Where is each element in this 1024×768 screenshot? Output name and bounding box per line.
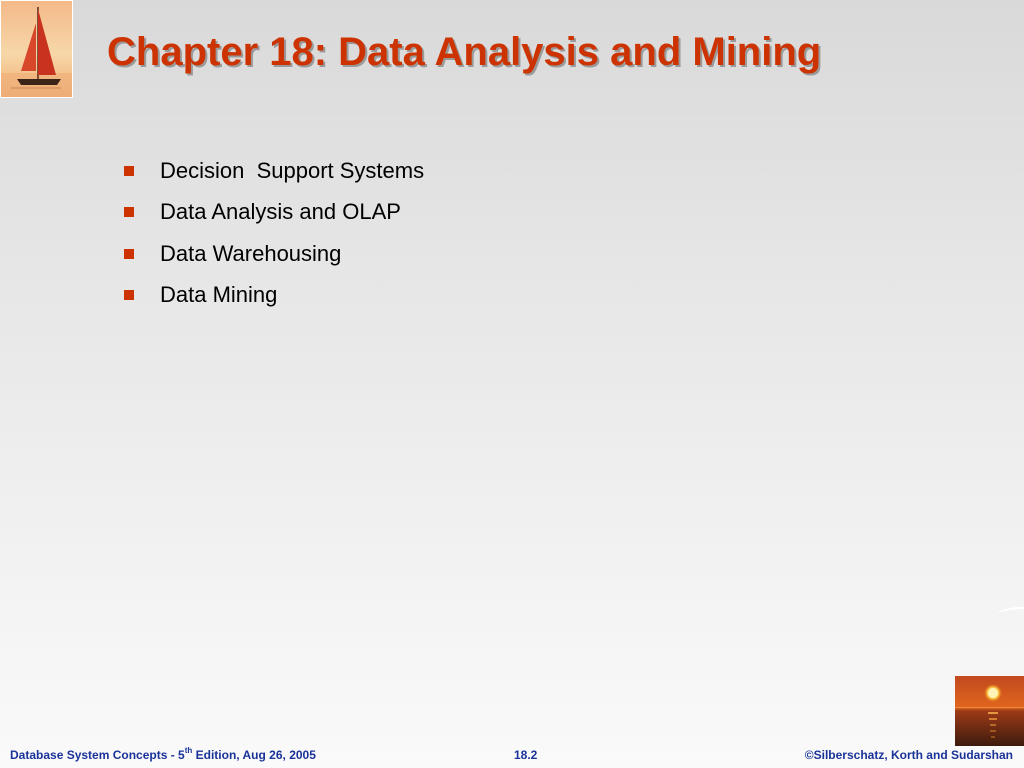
slide-number: 18.2 [514,748,538,762]
square-bullet-icon [124,207,134,217]
decorative-swoosh [996,604,1024,614]
copyright-label: ©Silberschatz, Korth and Sudarshan [804,748,1013,762]
sunset-image [955,676,1024,746]
bullet-item [124,275,424,317]
sailboat-image [0,0,73,98]
bullet-item [124,233,424,275]
slide-footer [0,746,1024,768]
bullet-text: Data Mining [160,282,278,308]
slide-title: Chapter 18: Data Analysis and Mining [107,30,822,74]
square-bullet-icon [124,249,134,259]
square-bullet-icon [124,290,134,300]
square-bullet-icon [124,166,134,176]
book-edition-label: Database System Concepts - 5th Edition, Aug 26, 2005 [10,746,316,762]
bullet-item [124,150,424,192]
bullet-text: Data Analysis and OLAP [160,199,401,225]
bullet-text: Decision Support Systems [160,157,425,183]
bullet-text: Data Warehousing [160,240,342,266]
bullet-list [124,150,424,316]
bullet-item [124,192,424,234]
